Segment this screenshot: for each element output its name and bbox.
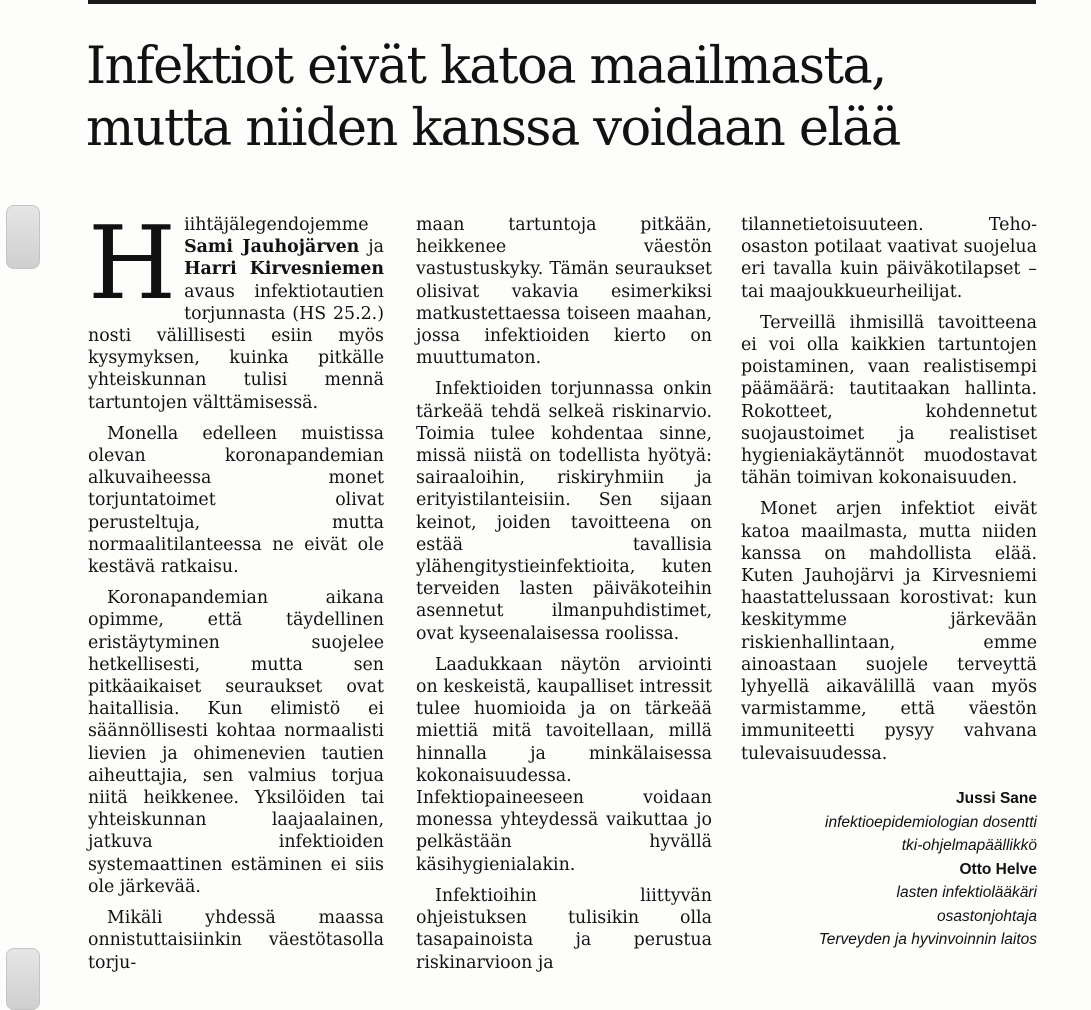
column-2: [416, 214, 712, 974]
author-name: Jussi Sane: [956, 790, 1037, 807]
page-edge-tab: [6, 948, 40, 1010]
paragraph-text: ja: [359, 237, 384, 258]
headline: [86, 36, 1046, 160]
paragraph-3: Koronapandemian aikana opimme, että täydellinen eristäytyminen suojelee hetkellisesti, mutta sen pitkäaikaiset seuraukset ovat haitallisia. Kun elimistö ei säännöllisesti kohtaa normaalisti lievien ja ohimenevien tautien aiheuttajia, sen valmius torjua niitä heikkenee. Yksilöiden tai yhteiskunnan laajaalainen, jatkuva infektioiden systemaattinen estäminen ei siis ole järkevää.: [88, 588, 384, 897]
paragraph-9: Monet arjen infektiot eivät katoa maailmasta, mutta niiden kanssa on mahdollista elää. Kuten Jauhojärvi ja Kirvesniemi haastattelussaan korostivat: kun keskitymme järkevään riskienhallintaan, emme ainoastaan suojele terveyttä lyhyellä aikavälillä vaan myös varmistamme, että väestön immuniteetti pysyy vahvana tulevaisuudessa.: [741, 499, 1037, 764]
paragraph-text: avaus infektiotautien torjunnasta (HS 25.2.) nosti välillisesti esiin myös kysymyksen, kuinka pitkälle yhteiskunnan tulisi mennä tartuntojen välttämisessä.: [88, 281, 384, 413]
paragraph-7-cont: tilannetietoisuuteen. Teho-osaston potilaat vaativat suojelua eri tavalla kuin päiväkotilapset – tai maajoukkueurheilijat.: [741, 215, 1037, 302]
column-3: [741, 214, 1037, 765]
signature-block: [741, 787, 1037, 952]
paragraph-7-start: Infektioihin liittyvän ohjeistuksen tulisikin olla tasapainoista ja perustua riskinarvioon ja: [416, 885, 712, 973]
person-name: Harri Kirvesniemen: [184, 259, 384, 280]
author-role: tki-ohjelmapäällikkö: [901, 837, 1037, 854]
paragraph-5: Infektioiden torjunnassa onkin tärkeää tehdä selkeä riskinarvio. Toimia tulee kohdentaa sinne, missä niistä on todellista hyötyä: sairaaloihin, riskiryhmiin ja erityistilanteisiin. Sen sijaan keinot, joiden tavoitteena on estää tavallisia ylähengitystieinfektioita, kuten terveiden lasten päiväkoteihin asennetut ilmanpuhdistimet, ovat kyseenalaisessa roolissa.: [416, 379, 712, 644]
top-rule: [88, 0, 1036, 4]
paragraph-4-cont: maan tartuntoja pitkään, heikkenee väestön vastustuskyky. Tämän seuraukset olisivat vakavia esimerkiksi matkustettaessa toiseen maahan, jossa infektioiden kierto on muuttumaton.: [416, 215, 712, 369]
paragraph-text: iihtäjälegendojemme: [184, 215, 369, 235]
paragraph-8: Terveillä ihmisillä tavoitteena ei voi olla kaikkien tartuntojen poistaminen, vaan realistisempi päämäärä: tautitaakan hallinta. Rokotteet, kohdennetut suojaustoimet ja realistiset hygieniakäytännöt muodostavat tähän toimivan kokonaisuuden.: [741, 312, 1037, 489]
paragraph-6: Laadukkaan näytön arviointi on keskeistä, kaupalliset intressit tulee huomioida ja on tärkeää miettiä mitä tavoitellaan, millä hinnalla ja minkälaisessa kokonaisuudessa. Infektiopaineeseen voidaan monessa yhteydessä vaikuttaa jo pelkästään hyvällä käsihygienialakin.: [416, 654, 712, 875]
paragraph-1: [88, 204, 384, 414]
page-edge-tab: [6, 205, 40, 269]
person-name: Sami Jauhojärven: [184, 237, 360, 258]
author-role: osastonjohtaja: [937, 907, 1037, 925]
institution: Terveyden ja hyvinvoinnin laitos: [818, 931, 1037, 948]
dropcap: H: [88, 204, 177, 322]
headline-line-1: Infektiot eivät katoa maailmasta,: [86, 37, 886, 96]
headline-line-2: mutta niiden kanssa voidaan elää: [86, 99, 900, 158]
paragraph-2: Monella edelleen muistissa olevan koronapandemian alkuvaiheessa monet torjuntatoimet olivat perusteltuja, mutta normaalitilanteessa ne eivät ole kestävä ratkaisu.: [88, 423, 384, 578]
paragraph-4-start: Mikäli yhdessä maassa onnistuttaisiinkin väestötasolla torju-: [88, 908, 384, 973]
column-1: [88, 204, 384, 974]
author-role: infektioepidemiologian dosentti: [825, 813, 1037, 831]
author-role: lasten infektiolääkäri: [896, 884, 1037, 901]
author-name: Otto Helve: [959, 860, 1037, 878]
